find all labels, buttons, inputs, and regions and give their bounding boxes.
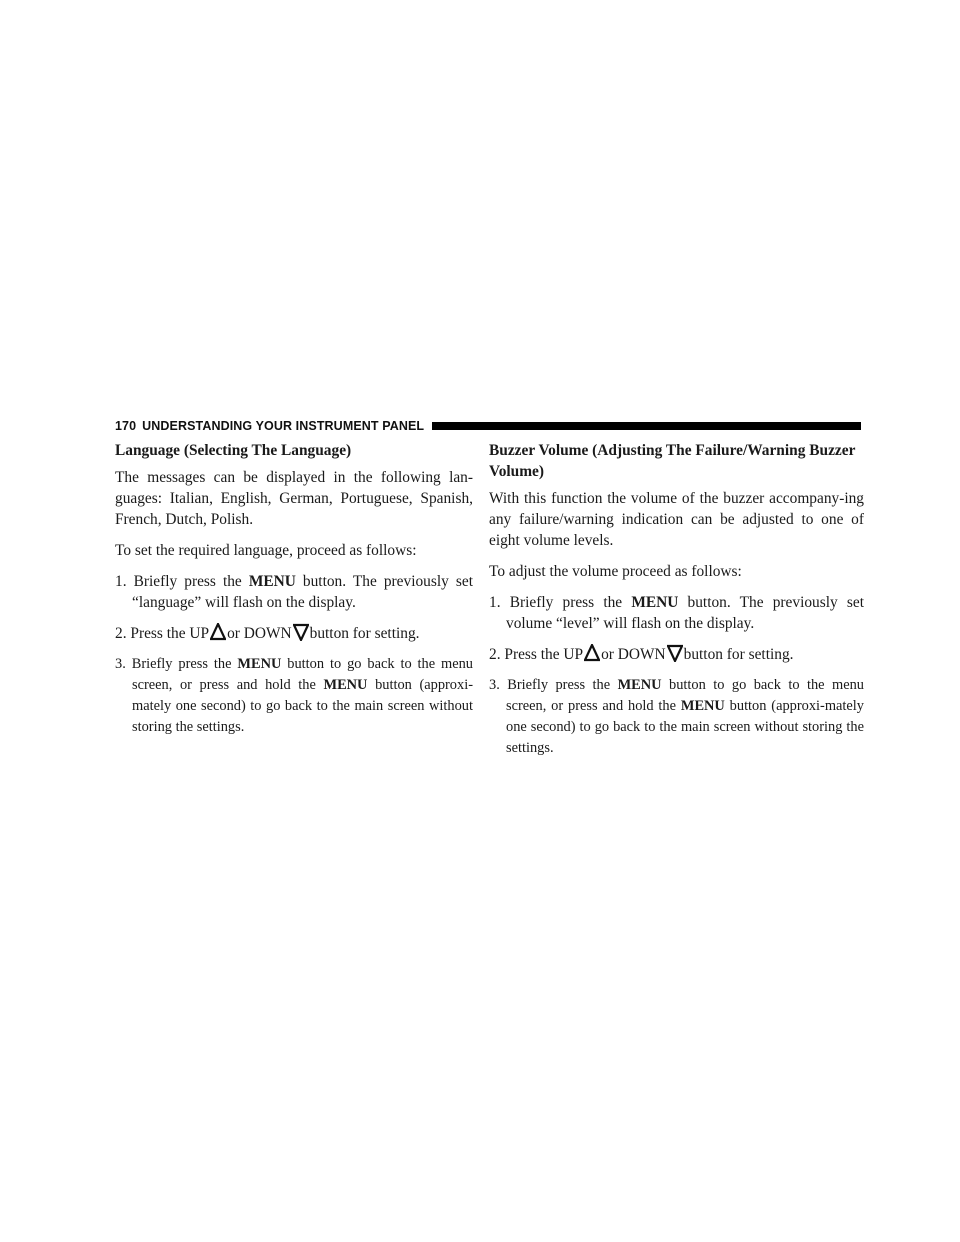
section-title-header: UNDERSTANDING YOUR INSTRUMENT PANEL — [142, 419, 425, 433]
step-text: button (approxi-mately one second) to go back to the main screen without storing the settings. — [132, 677, 473, 735]
step-text: button. The previously set “language” will flash on the display. — [132, 573, 473, 611]
step-text: button for setting. — [683, 646, 794, 663]
step-text: Briefly press the — [509, 594, 623, 611]
buzzer-step-3 — [489, 675, 864, 759]
menu-keyword: MENU — [248, 573, 296, 590]
down-arrow-icon — [667, 644, 683, 662]
language-proceed: To set the required language, proceed as follows: — [115, 542, 417, 559]
step-text: or DOWN — [227, 625, 292, 642]
step-text: button for setting. — [309, 625, 420, 642]
step-text: Briefly press the — [133, 573, 242, 590]
menu-keyword: MENU — [323, 677, 368, 693]
step-text: or DOWN — [601, 646, 666, 663]
step-text: button (approxi-mately one second) to go back to the main screen without storing the settings. — [506, 698, 864, 756]
buzzer-step-2 — [489, 644, 864, 665]
menu-keyword: MENU — [631, 594, 679, 611]
step-number: 1. — [489, 594, 501, 611]
step-text: button to go back to the menu screen, or press and hold the — [506, 677, 864, 714]
step-number: 2. — [115, 625, 127, 642]
menu-keyword: MENU — [617, 677, 662, 693]
header-rule — [432, 422, 861, 430]
left-column — [115, 440, 473, 748]
page-header — [115, 418, 861, 434]
step-number: 2. — [489, 646, 501, 663]
step-number: 3. — [115, 656, 126, 672]
page-number: 170 — [115, 419, 137, 433]
buzzer-step-1 — [489, 592, 864, 634]
step-text: Briefly press the — [507, 677, 611, 693]
language-step-1 — [115, 571, 473, 613]
up-arrow-icon — [584, 644, 600, 662]
buzzer-intro: With this function the volume of the buzzer accompany-ing any failure/warning indication can be adjusted to one of eight volume levels. — [489, 490, 864, 549]
language-heading: Language (Selecting The Language) — [115, 442, 352, 459]
buzzer-heading: Buzzer Volume (Adjusting The Failure/Warning Buzzer Volume) — [489, 442, 856, 480]
right-column — [489, 440, 864, 769]
step-text: Briefly press the — [131, 656, 232, 672]
step-text: button to go back to the menu screen, or press and hold the — [132, 656, 474, 693]
menu-keyword: MENU — [680, 698, 725, 714]
step-number: 3. — [489, 677, 500, 693]
up-arrow-icon — [210, 623, 226, 641]
language-step-2 — [115, 623, 473, 644]
language-intro: The messages can be displayed in the following lan-guages: Italian, English, German, Portuguese, Spanish, French, Dutch, Polish. — [115, 469, 473, 528]
step-text: Press the UP — [130, 625, 210, 642]
step-text: button. The previously set volume “level” will flash on the display. — [506, 594, 864, 632]
buzzer-proceed: To adjust the volume proceed as follows: — [489, 563, 742, 580]
step-text: Press the UP — [504, 646, 584, 663]
down-arrow-icon — [293, 623, 309, 641]
menu-keyword: MENU — [237, 656, 282, 672]
language-step-3 — [115, 654, 473, 738]
step-number: 1. — [115, 573, 127, 590]
